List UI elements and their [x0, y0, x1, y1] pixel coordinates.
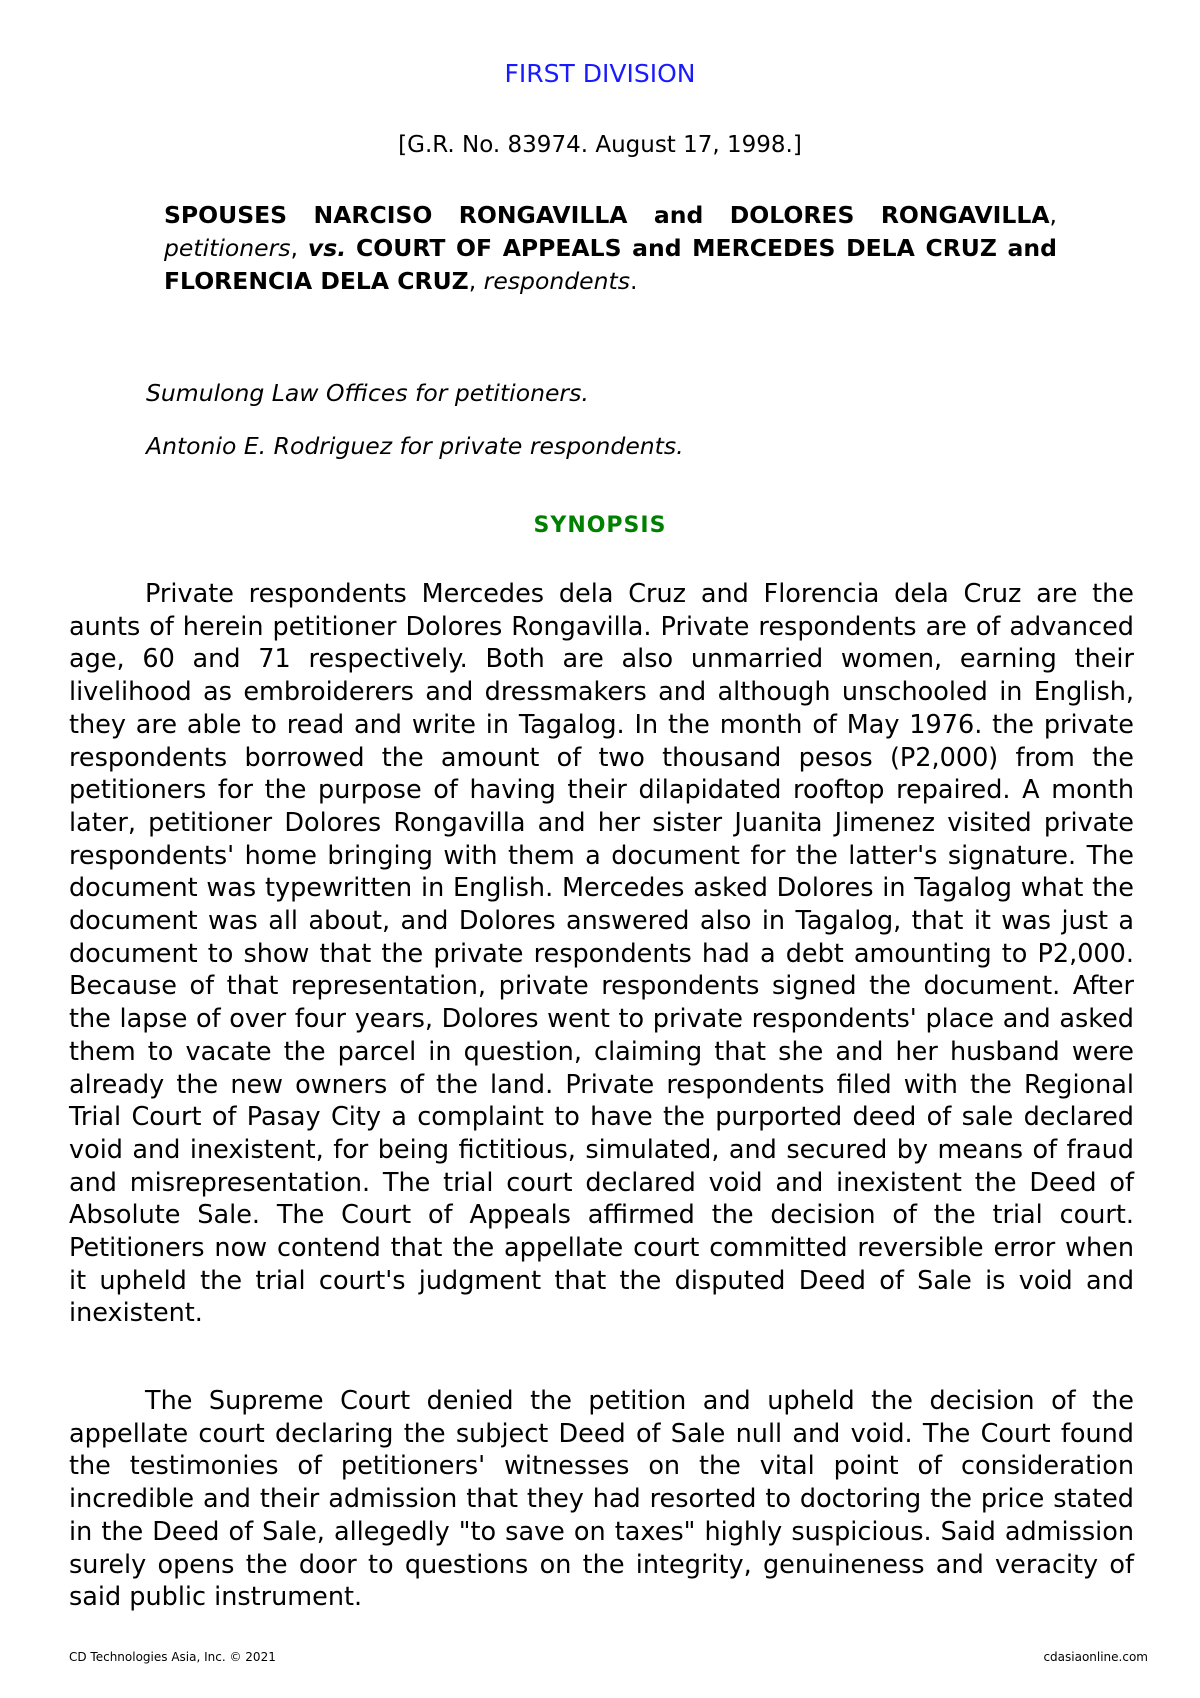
- petitioners-names: SPOUSES NARCISO RONGAVILLA and DOLORES RONGAVILLA: [164, 201, 1050, 229]
- respondents-role: respondents: [483, 267, 630, 295]
- case-parties: SPOUSES NARCISO RONGAVILLA and DOLORES RONGAVILLA, petitioners, vs. COURT OF APPEALS and MERCEDES DELA CRUZ and FLORENCIA DELA CRUZ, respondents.: [164, 201, 1057, 295]
- synopsis-paragraph-2: The Supreme Court denied the petition and upheld the decision of the appellate court declaring the subject Deed of Sale null and void. The Court found the testimonies of petitioners' witnesses on the vital point of consideration incredible and their admission that they had resorted to doctoring the price stated in the Deed of Sale, allegedly "to save on taxes" highly suspicious. Said admission surely opens the door to questions on the integrity, genuineness and veracity of said public instrument.: [69, 1386, 1134, 1613]
- division-heading: FIRST DIVISION: [504, 59, 696, 88]
- respondents-names: COURT OF APPEALS and MERCEDES DELA CRUZ and FLORENCIA DELA CRUZ: [164, 234, 1057, 295]
- footer-website: cdasiaonline.com: [1043, 1650, 1148, 1664]
- versus-label: vs.: [307, 234, 347, 262]
- footer-copyright: CD Technologies Asia, Inc. © 2021: [69, 1650, 276, 1664]
- synopsis-heading: SYNOPSIS: [533, 513, 667, 538]
- counsel-respondents: Antonio E. Rodriguez for private respondents.: [146, 432, 684, 460]
- petitioners-role: petitioners: [164, 234, 291, 262]
- counsel-petitioners: Sumulong Law Offices for petitioners.: [146, 379, 589, 407]
- synopsis-paragraph-1: Private respondents Mercedes dela Cruz and Florencia dela Cruz are the aunts of herein petitioner Dolores Rongavilla. Private respondents are of advanced age, 60 and 71 respectively. Both are also unmarried women, earning their livelihood as embroiderers and dressmakers and although unschooled in English, they are able to read and write in Tagalog. In the month of May 1976. the private respondents borrowed the amount of two thousand pesos (P2,000) from the petitioners for the purpose of having their dilapidated rooftop repaired. A month later, petitioner Dolores Rongavilla and her sister Juanita Jimenez visited private respondents' home bringing with them a document for the latter's signature. The document was typewritten in English. Mercedes asked Dolores in Tagalog what the document was all about, and Dolores answered also in Tagalog, that it was just a document to show that the private respondents had a debt amounting to P2,000. Because of that representation, private respondents signed the document. After the lapse of over four years, Dolores went to private respondents' place and asked them to vacate the parcel in question, claiming that she and her husband were already the new owners of the land. Private respondents filed with the Regional Trial Court of Pasay City a complaint to have the purported deed of sale declared void and inexistent, for being fictitious, simulated, and secured by means of fraud and misrepresentation. The trial court declared void and inexistent the Deed of Absolute Sale. The Court of Appeals affirmed the decision of the trial court. Petitioners now contend that the appellate court committed reversible error when it upheld the trial court's judgment that the disputed Deed of Sale is void and inexistent.: [69, 579, 1134, 1329]
- case-number: [G.R. No. 83974. August 17, 1998.]: [398, 132, 802, 158]
